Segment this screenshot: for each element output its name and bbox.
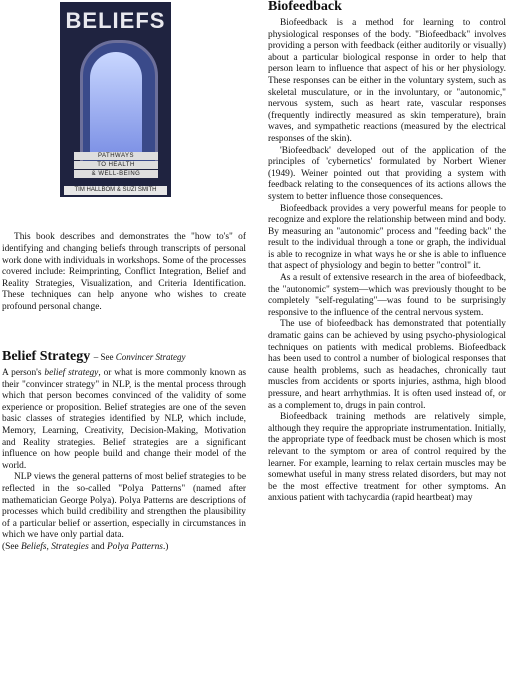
belief-heading-text: Belief Strategy	[2, 349, 91, 364]
book-cover-image	[60, 2, 171, 197]
biofeedback-paragraph-3: Biofeedback provides a very powerful means for people to recognize and explore the relationship between mind and body. By measuring an "autonomic" process and "feeding back" the result to the individual through a tone or graph, the individual is able to recognize in what ways he or she is able to influence that aspect of physiology and begin to better "control" it.	[268, 203, 506, 272]
cover-arch-window	[90, 52, 142, 152]
polya-patterns-link[interactable]: Polya Patterns	[106, 541, 163, 552]
belief-paragraph-1	[2, 368, 246, 472]
text-run: ,	[46, 541, 52, 552]
cover-step-3: & WELL-BEING	[74, 170, 158, 178]
text-run: , or what is more commonly known as their "convincer strategy" in NLP, is the mental process through which that person becomes convinced of the validity of some experience or proposition. Belief strategies are one of the seven basic classes of strategies identified by NLP, which include, Memory, Learning, Creativity, Decision-Making, Motivation and Reality strategies. Belief strategies are a significant influence on how people build and change their model of the world.	[2, 368, 246, 471]
strategies-link[interactable]: Strategies	[51, 541, 89, 552]
convincer-strategy-link[interactable]: Convincer Strategy	[115, 352, 186, 362]
text-run: A person's	[2, 368, 45, 378]
beliefs-link[interactable]: Beliefs	[21, 541, 47, 552]
cover-authors: TIM HALLBOM & SUZI SMITH	[64, 186, 167, 195]
biofeedback-paragraph-2: 'Biofeedback' developed out of the application of the principles of 'cybernetics' formulated by Norbert Wiener (1949). Weiner pointed out that providing a system with feedback relating to the consequences of its actions allows the system to better influence those consequences.	[268, 145, 506, 202]
cover-step-1: PATHWAYS	[74, 152, 158, 160]
text-run: and	[88, 541, 107, 552]
biofeedback-heading: Biofeedback	[268, 0, 342, 14]
book-description: This book describes and demonstrates the "how to's" of identifying and changing beliefs through transcripts of personal work done with individuals in workshops. Some of the processes covered include: Reimprinting, Conflict Integration, Belief and Reality Strategies, Visualization, and Criteria Identification. These techniques can help anyone who wishes to create profound personal change.	[2, 232, 246, 312]
text-run: .)	[162, 541, 169, 552]
biofeedback-body	[268, 18, 506, 505]
belief-paragraph-2: NLP views the general patterns of most belief strategies to be reflected in the so-called "Polya Patterns" (named after mathematician George Polya). Polya Patterns are descriptions of processes which build credibility and strengthen the plausibility of a particular belief or assertion, especially in circumstances in which we have only partial data.	[2, 472, 246, 541]
belief-see-reference	[94, 352, 186, 362]
cover-title: BELIEFS	[65, 8, 166, 33]
belief-see-prefix: – See	[93, 352, 116, 362]
belief-strategy-heading	[2, 349, 248, 365]
biofeedback-paragraph-5: The use of biofeedback has demonstrated that potentially dramatic gains can be achieved by using psycho-physiological techniques on patients with medical problems. Biofeedback has been used to control a number of biological responses that cause health problems, such as headaches, chronically taut muscles from accidents or sports injuries, asthma, high blood pressure, and heart arrhythmias. It is often used instead of, or as a complement to, drugs in pain control.	[268, 319, 506, 411]
belief-strategy-body	[2, 368, 246, 554]
biofeedback-paragraph-4: As a result of extensive research in the area of biofeedback, the "autonomic" system—which was previously thought to be completely "self-regulating"—was found to be surprisingly responsive to the influence of the central nervous system.	[268, 273, 506, 318]
text-run: (See	[2, 541, 22, 552]
cover-step-2: TO HEALTH	[74, 161, 158, 169]
belief-paragraph-3	[2, 542, 246, 554]
biofeedback-paragraph-6: Biofeedback training methods are relatively simple, although they require the appropriate instrumentation. Initially, the appropriate type of feedback must be chosen which is most relevant to the symptom or area of control required by the learner. For example, learning to relax certain muscles may be somewhat useful in many stress related disorders, but may not be the most effective treatment for other symptoms. An anxious patient with tachycardia (rapid heartbeat) may	[268, 412, 506, 504]
biofeedback-paragraph-1: Biofeedback is a method for learning to control physiological responses of the body. "Biofeedback" involves providing a person with feedback (either auditorily or visually) about a particular biological response in order to help that person learn to influence that aspect of his or her physiology. These responses can be either in the voluntary system, such as skeletal musculature, or in the involuntary, or "autonomic," nervous system, such as heart rate, vascular responses (frequently indirectly measured as skin temperature), brain waves, and sympathetic reactions (measured by the electrical responses of the skin).	[268, 18, 506, 144]
emphasis-run: belief strategy	[44, 368, 99, 378]
